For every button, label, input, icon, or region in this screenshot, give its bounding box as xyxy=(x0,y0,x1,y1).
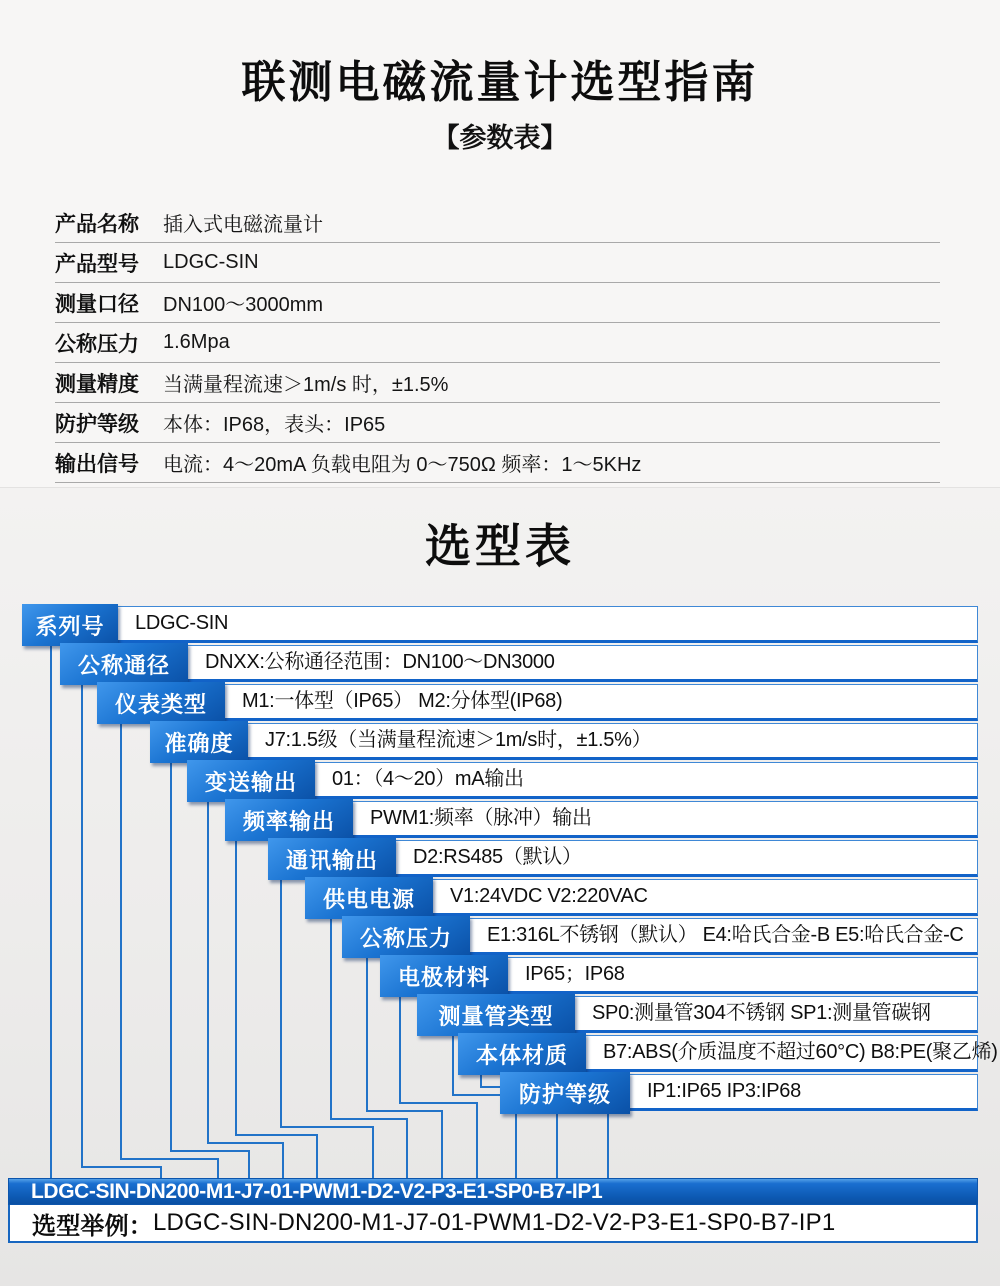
selection-row-value: DNXX:公称通径范围：DN100～DN3000 xyxy=(205,651,555,673)
connector-line-vertical xyxy=(316,1134,318,1178)
connector-line-vertical xyxy=(441,1110,443,1178)
selection-row-label: 变送输出 xyxy=(187,760,315,802)
selection-row-value: IP1:IP65 IP3:IP68 xyxy=(647,1080,801,1102)
param-value: 当满量程流速＞1m/s 时，±1.5% xyxy=(163,374,449,396)
connector-line-horizontal xyxy=(81,1166,162,1168)
selection-row-label: 准确度 xyxy=(150,721,248,763)
selection-heading: 选型表 xyxy=(425,520,575,572)
connector-line-vertical xyxy=(248,1150,250,1178)
selection-row-label: 电极材料 xyxy=(380,955,508,997)
selection-row xyxy=(22,606,978,643)
param-row xyxy=(55,403,940,443)
param-label: 产品名称 xyxy=(55,212,139,236)
param-label: 公称压力 xyxy=(55,332,139,356)
example-code-text: LDGC-SIN-DN200-M1-J7-01-PWM1-D2-V2-P3-E1-SP0-B7-IP1 xyxy=(153,1209,836,1236)
param-label: 测量精度 xyxy=(55,372,139,396)
selection-row-value: IP65；IP68 xyxy=(525,963,625,985)
example-bar xyxy=(8,1205,978,1243)
selection-row-label: 频率输出 xyxy=(225,799,353,841)
connector-line-vertical xyxy=(81,682,83,1166)
connector-line-vertical xyxy=(160,1166,162,1178)
param-label: 测量口径 xyxy=(55,292,139,316)
doc-title: 联测电磁流量计选型指南 xyxy=(241,58,759,107)
selection-row-value: V1:24VDC V2:220VAC xyxy=(450,885,648,907)
selection-row xyxy=(305,879,978,916)
selection-row-label: 本体材质 xyxy=(458,1033,586,1075)
param-row xyxy=(55,203,940,243)
param-value: LDGC-SIN xyxy=(163,251,259,273)
selection-row-label: 公称压力 xyxy=(342,916,470,958)
selection-row xyxy=(342,918,978,955)
connector-line-vertical xyxy=(476,1102,478,1178)
connector-line-vertical xyxy=(330,916,332,1118)
selection-row xyxy=(225,801,978,838)
connector-line-vertical xyxy=(372,1126,374,1178)
param-value: 1.6Mpa xyxy=(163,331,230,353)
param-value: 本体：IP68，表头：IP65 xyxy=(163,414,386,436)
selection-row-label: 仪表类型 xyxy=(97,682,225,724)
selection-row xyxy=(268,840,978,877)
param-label: 防护等级 xyxy=(55,412,139,436)
selection-row-label: 测量管类型 xyxy=(417,994,575,1036)
param-row xyxy=(55,363,940,403)
selection-row xyxy=(97,684,978,721)
result-code-bar xyxy=(8,1178,978,1205)
connector-line-horizontal xyxy=(235,1134,318,1136)
selection-row-value: J7:1.5级（当满量程流速＞1m/s时，±1.5%） xyxy=(265,729,652,751)
connector-line-horizontal xyxy=(120,1158,219,1160)
selection-row xyxy=(417,996,978,1033)
param-value: 插入式电磁流量计 xyxy=(163,214,323,236)
result-code-text: LDGC-SIN-DN200-M1-J7-01-PWM1-D2-V2-P3-E1-SP0-B7-IP1 xyxy=(31,1179,603,1203)
connector-line-vertical xyxy=(452,1033,454,1094)
connector-line-vertical xyxy=(50,643,52,1178)
connector-line-vertical xyxy=(282,1142,284,1178)
selection-row-value: 01：（4～20）mA输出 xyxy=(332,768,524,790)
connector-line-vertical xyxy=(170,760,172,1150)
selection-row xyxy=(500,1074,978,1111)
selection-row-value: LDGC-SIN xyxy=(135,612,229,634)
selection-row-value: B7:ABS(介质温度不超过60°C) B8:PE(聚乙烯) xyxy=(603,1041,998,1063)
selection-row-label: 防护等级 xyxy=(500,1072,630,1114)
connector-line-horizontal xyxy=(170,1150,250,1152)
connector-line-vertical xyxy=(217,1158,219,1178)
selection-row-value: D2:RS485（默认） xyxy=(413,846,582,868)
selection-row-value: PWM1:频率（脉冲）输出 xyxy=(370,807,592,829)
selection-row xyxy=(380,957,978,994)
param-label: 输出信号 xyxy=(55,452,139,476)
connector-line-vertical xyxy=(280,877,282,1126)
selection-row-label: 通讯输出 xyxy=(268,838,396,880)
connector-line-vertical xyxy=(120,721,122,1158)
connector-line-vertical xyxy=(399,994,401,1102)
example-label: 选型举例： xyxy=(32,1212,153,1240)
connector-line-vertical xyxy=(366,955,368,1110)
param-row xyxy=(55,443,940,483)
param-label: 产品型号 xyxy=(55,252,139,276)
param-value: 电流：4～20mA 负载电阻为 0～750Ω 频率：1～5KHz xyxy=(163,454,642,476)
connector-line-horizontal xyxy=(280,1126,374,1128)
selection-row-value: E1:316L不锈钢（默认） E4:哈氏合金-B E5:哈氏合金-C xyxy=(487,924,964,946)
selection-row-label: 公称通径 xyxy=(60,643,188,685)
param-value: DN100～3000mm xyxy=(163,294,324,316)
connector-line-horizontal xyxy=(330,1118,408,1120)
connector-line-horizontal xyxy=(207,1142,284,1144)
connector-line-vertical xyxy=(207,799,209,1142)
connector-line-horizontal xyxy=(399,1102,478,1104)
selection-row xyxy=(60,645,978,682)
parameter-table xyxy=(55,203,940,483)
selection-row xyxy=(187,762,978,799)
param-row xyxy=(55,323,940,363)
doc-subtitle: 【参数表】 xyxy=(432,123,568,153)
connector-line-vertical xyxy=(406,1118,408,1178)
selection-row-label: 系列号 xyxy=(22,604,118,646)
connector-line-horizontal xyxy=(366,1110,443,1112)
param-row xyxy=(55,283,940,323)
selection-row xyxy=(150,723,978,760)
selection-row-value: SP0:测量管304不锈钢 SP1:测量管碳钢 xyxy=(592,1002,931,1024)
selection-row xyxy=(458,1035,998,1072)
selection-row-value: M1:一体型（IP65） M2:分体型(IP68) xyxy=(242,690,563,712)
connector-line-vertical xyxy=(235,838,237,1134)
param-row xyxy=(55,243,940,283)
connector-line-vertical xyxy=(607,1111,609,1178)
selection-row-label: 供电电源 xyxy=(305,877,433,919)
